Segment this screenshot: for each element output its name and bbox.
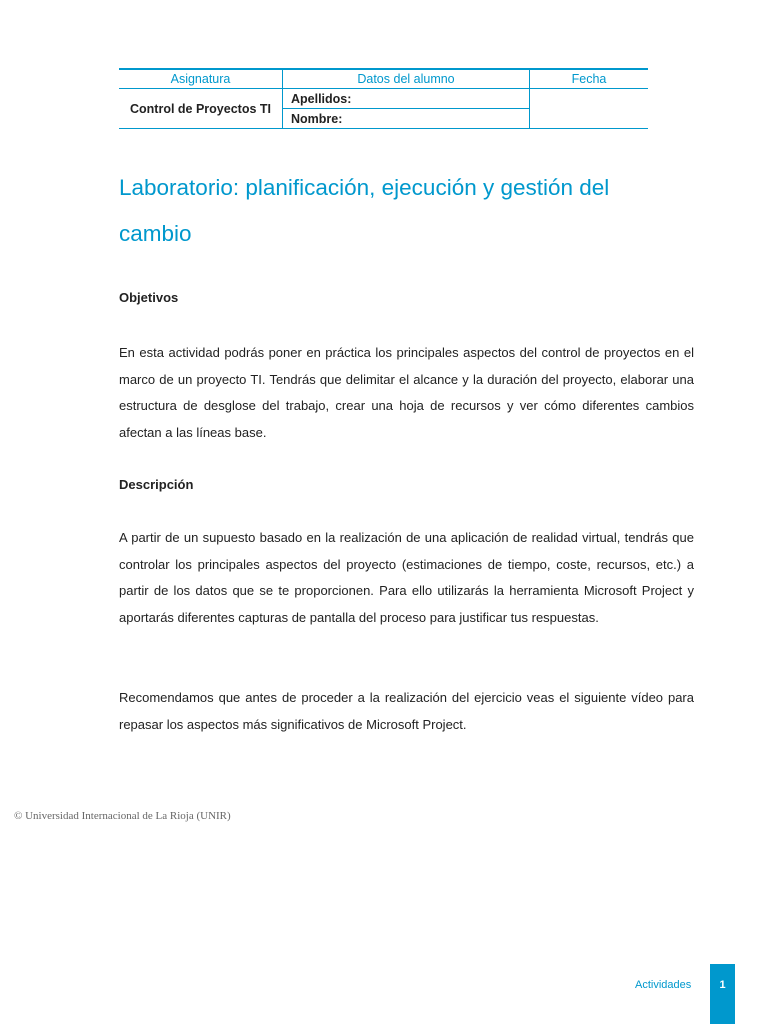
col-student-header: Datos del alumno bbox=[283, 69, 530, 89]
copyright-notice: © Universidad Internacional de La Rioja (UNIR) bbox=[14, 810, 231, 822]
header-row bbox=[119, 69, 648, 89]
table-row bbox=[119, 89, 648, 109]
date-cell bbox=[530, 89, 649, 129]
header-table bbox=[119, 68, 648, 129]
page-number-badge: 1 bbox=[710, 964, 735, 1024]
objectives-paragraph: En esta actividad podrás poner en práctica los principales aspectos del control de proyectos en el marco de un proyecto TI. Tendrás que delimitar el alcance y la duración del proyecto, elaborar una estructura de desglose del trabajo, crear una hoja de recursos y ver cómo diferentes cambios afectan a las líneas base. bbox=[119, 345, 694, 440]
recommendation-paragraph: Recomendamos que antes de proceder a la realización del ejercicio veas el siguiente vídeo para repasar los aspectos más significativos de Microsoft Project. bbox=[119, 690, 694, 732]
surname-field: Apellidos: bbox=[283, 89, 530, 109]
subject-cell: Control de Proyectos TI bbox=[119, 89, 283, 129]
name-field: Nombre: bbox=[283, 109, 530, 129]
col-subject-header: Asignatura bbox=[119, 69, 283, 89]
footer-section-label: Actividades bbox=[635, 979, 692, 991]
col-date-header: Fecha bbox=[530, 69, 649, 89]
objectives-heading: Objetivos bbox=[119, 290, 179, 305]
description-paragraph: A partir de un supuesto basado en la realización de una aplicación de realidad virtual, tendrás que controlar los principales aspectos del proyecto (estimaciones de tiempo, coste, recursos, etc.) a partir de los datos que se te proporcionen. Para ello utilizarás la herramienta Microsoft Project y aportarás diferentes capturas de pantalla del proceso para justificar tus respuestas. bbox=[119, 530, 694, 625]
description-heading: Descripción bbox=[119, 477, 194, 492]
page-title: Laboratorio: planificación, ejecución y gestión del cambio bbox=[119, 175, 610, 246]
